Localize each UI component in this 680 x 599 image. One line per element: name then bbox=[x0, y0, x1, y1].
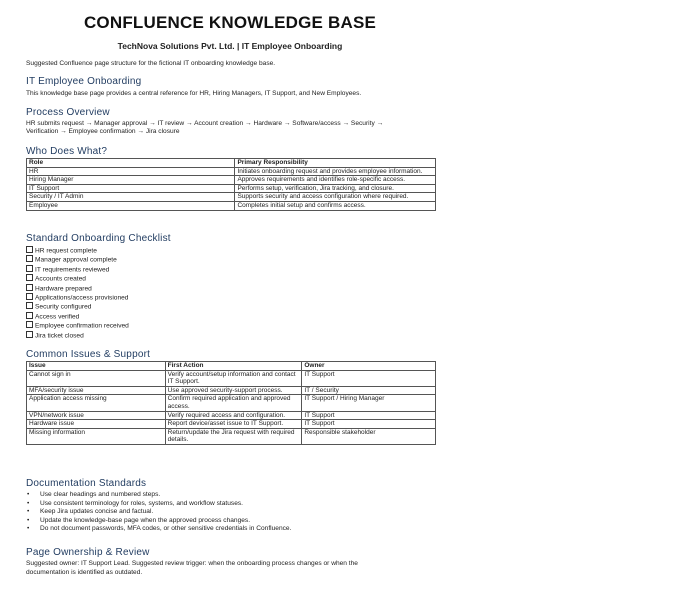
ownership-line-2: documentation is identified as outdated. bbox=[26, 569, 143, 576]
checklist-item: IT requirements reviewed bbox=[26, 265, 129, 274]
owner-cell: IT / Security bbox=[302, 386, 436, 395]
issue-cell: Cannot sign in bbox=[27, 370, 166, 386]
role-cell: Security / IT Admin bbox=[27, 193, 235, 202]
checklist-item: Applications/access provisioned bbox=[26, 293, 129, 302]
standards-list bbox=[26, 491, 291, 534]
role-cell: Employee bbox=[27, 201, 235, 210]
document-subtitle: TechNova Solutions Pvt. Ltd. | IT Employee Onboarding bbox=[117, 41, 343, 51]
table-row bbox=[27, 428, 436, 444]
list-item: • Do not document passwords, MFA codes, or other sensitive credentials in Confluence. bbox=[27, 525, 292, 533]
table-row bbox=[27, 370, 436, 386]
checklist-item: Manager approval complete bbox=[26, 255, 129, 264]
list-item: • Use clear headings and numbered steps. bbox=[27, 491, 161, 498]
standards-heading: Documentation Standards bbox=[26, 478, 147, 489]
action-cell: Verify required access and configuration. bbox=[165, 411, 302, 420]
onboarding-heading: IT Employee Onboarding bbox=[26, 76, 142, 87]
list-item: • Keep Jira updates concise and factual. bbox=[27, 508, 154, 516]
checklist bbox=[26, 246, 129, 340]
checklist-item: HR request complete bbox=[26, 246, 129, 255]
checklist-item: Jira ticket closed bbox=[26, 331, 129, 340]
checkbox-icon[interactable] bbox=[26, 265, 33, 272]
checkbox-icon[interactable] bbox=[26, 284, 33, 291]
checkbox-icon[interactable] bbox=[26, 293, 33, 300]
owner-cell: IT Support / Hiring Manager bbox=[302, 395, 436, 411]
action-cell: Return/update the Jira request with required details. bbox=[165, 428, 302, 444]
responsibility-cell: Approves requirements and identifies role-specific access. bbox=[235, 176, 436, 185]
checklist-heading: Standard Onboarding Checklist bbox=[26, 233, 171, 244]
action-cell: Use approved security-support process. bbox=[165, 386, 302, 395]
action-cell: Confirm required application and approved access. bbox=[165, 395, 302, 411]
checkbox-icon[interactable] bbox=[26, 255, 33, 262]
issues-table bbox=[26, 361, 436, 445]
issue-cell: Application access missing bbox=[27, 395, 166, 411]
checklist-item: Security configured bbox=[26, 302, 129, 311]
process-heading: Process Overview bbox=[26, 107, 110, 118]
checklist-item: Employee confirmation received bbox=[26, 321, 129, 330]
table-header-row bbox=[27, 159, 436, 168]
table-row bbox=[27, 395, 436, 411]
action-cell: Report device/asset issue to IT Support. bbox=[165, 420, 302, 429]
header-first-action: First Action bbox=[165, 362, 302, 371]
responsibility-cell: Completes initial setup and confirms access. bbox=[235, 201, 436, 210]
table-row bbox=[27, 184, 436, 193]
issue-cell: MFA/security issue bbox=[27, 386, 166, 395]
checkbox-icon[interactable] bbox=[26, 312, 33, 319]
responsibility-cell: Supports security and access configuration where required. bbox=[235, 193, 436, 202]
checkbox-icon[interactable] bbox=[26, 246, 33, 253]
ownership-line-1: Suggested owner: IT Support Lead. Suggested review trigger: when the onboarding process changes or when the bbox=[26, 560, 358, 567]
owner-cell: IT Support bbox=[302, 370, 436, 386]
intro-text: Suggested Confluence page structure for the fictional IT onboarding knowledge base. bbox=[26, 60, 276, 67]
onboarding-text: This knowledge base page provides a central reference for HR, Hiring Managers, IT Support, and New Employees. bbox=[26, 90, 362, 97]
table-row bbox=[27, 420, 436, 429]
checklist-item: Access verified bbox=[26, 312, 129, 321]
list-item: • Use consistent terminology for roles, systems, and workflow statuses. bbox=[27, 499, 244, 507]
checklist-item: Accounts created bbox=[26, 274, 129, 283]
owner-cell: IT Support bbox=[302, 411, 436, 420]
role-cell: Hiring Manager bbox=[27, 176, 235, 185]
checklist-item: Hardware prepared bbox=[26, 284, 129, 293]
header-role: Role bbox=[27, 159, 235, 168]
process-line-1: HR submits request → Manager approval → IT review → Account creation → Hardware → Software/access → Security → bbox=[26, 120, 384, 127]
table-row bbox=[27, 167, 436, 176]
ownership-heading: Page Ownership & Review bbox=[26, 547, 150, 558]
checkbox-icon[interactable] bbox=[26, 321, 33, 328]
header-owner: Owner bbox=[302, 362, 436, 371]
owner-cell: Responsible stakeholder bbox=[302, 428, 436, 444]
list-item: • Update the knowledge-base page when the approved process changes. bbox=[27, 516, 251, 524]
table-row bbox=[27, 411, 436, 420]
issue-cell: VPN/network issue bbox=[27, 411, 166, 420]
header-responsibility: Primary Responsibility bbox=[235, 159, 436, 168]
role-cell: HR bbox=[27, 167, 235, 176]
process-line-2: Verification → Employee confirmation → Jira closure bbox=[26, 128, 180, 135]
issues-heading: Common Issues & Support bbox=[26, 349, 151, 360]
responsibility-cell: Performs setup, verification, Jira tracking, and closure. bbox=[235, 184, 436, 193]
responsibility-cell: Initiates onboarding request and provides employee information. bbox=[235, 167, 436, 176]
document-title: CONFLUENCE KNOWLEDGE BASE bbox=[83, 13, 377, 32]
checkbox-icon[interactable] bbox=[26, 274, 33, 281]
checkbox-icon[interactable] bbox=[26, 331, 33, 338]
table-row bbox=[27, 386, 436, 395]
issue-cell: Missing information bbox=[27, 428, 166, 444]
table-row bbox=[27, 193, 436, 202]
action-cell: Verify account/setup information and contact IT Support. bbox=[165, 370, 302, 386]
who-table bbox=[26, 158, 436, 211]
role-cell: IT Support bbox=[27, 184, 235, 193]
owner-cell: IT Support bbox=[302, 420, 436, 429]
table-row bbox=[27, 176, 436, 185]
header-issue: Issue bbox=[27, 362, 166, 371]
table-row bbox=[27, 201, 436, 210]
checkbox-icon[interactable] bbox=[26, 302, 33, 309]
who-heading: Who Does What? bbox=[26, 146, 108, 157]
table-header-row bbox=[27, 362, 436, 371]
issue-cell: Hardware issue bbox=[27, 420, 166, 429]
